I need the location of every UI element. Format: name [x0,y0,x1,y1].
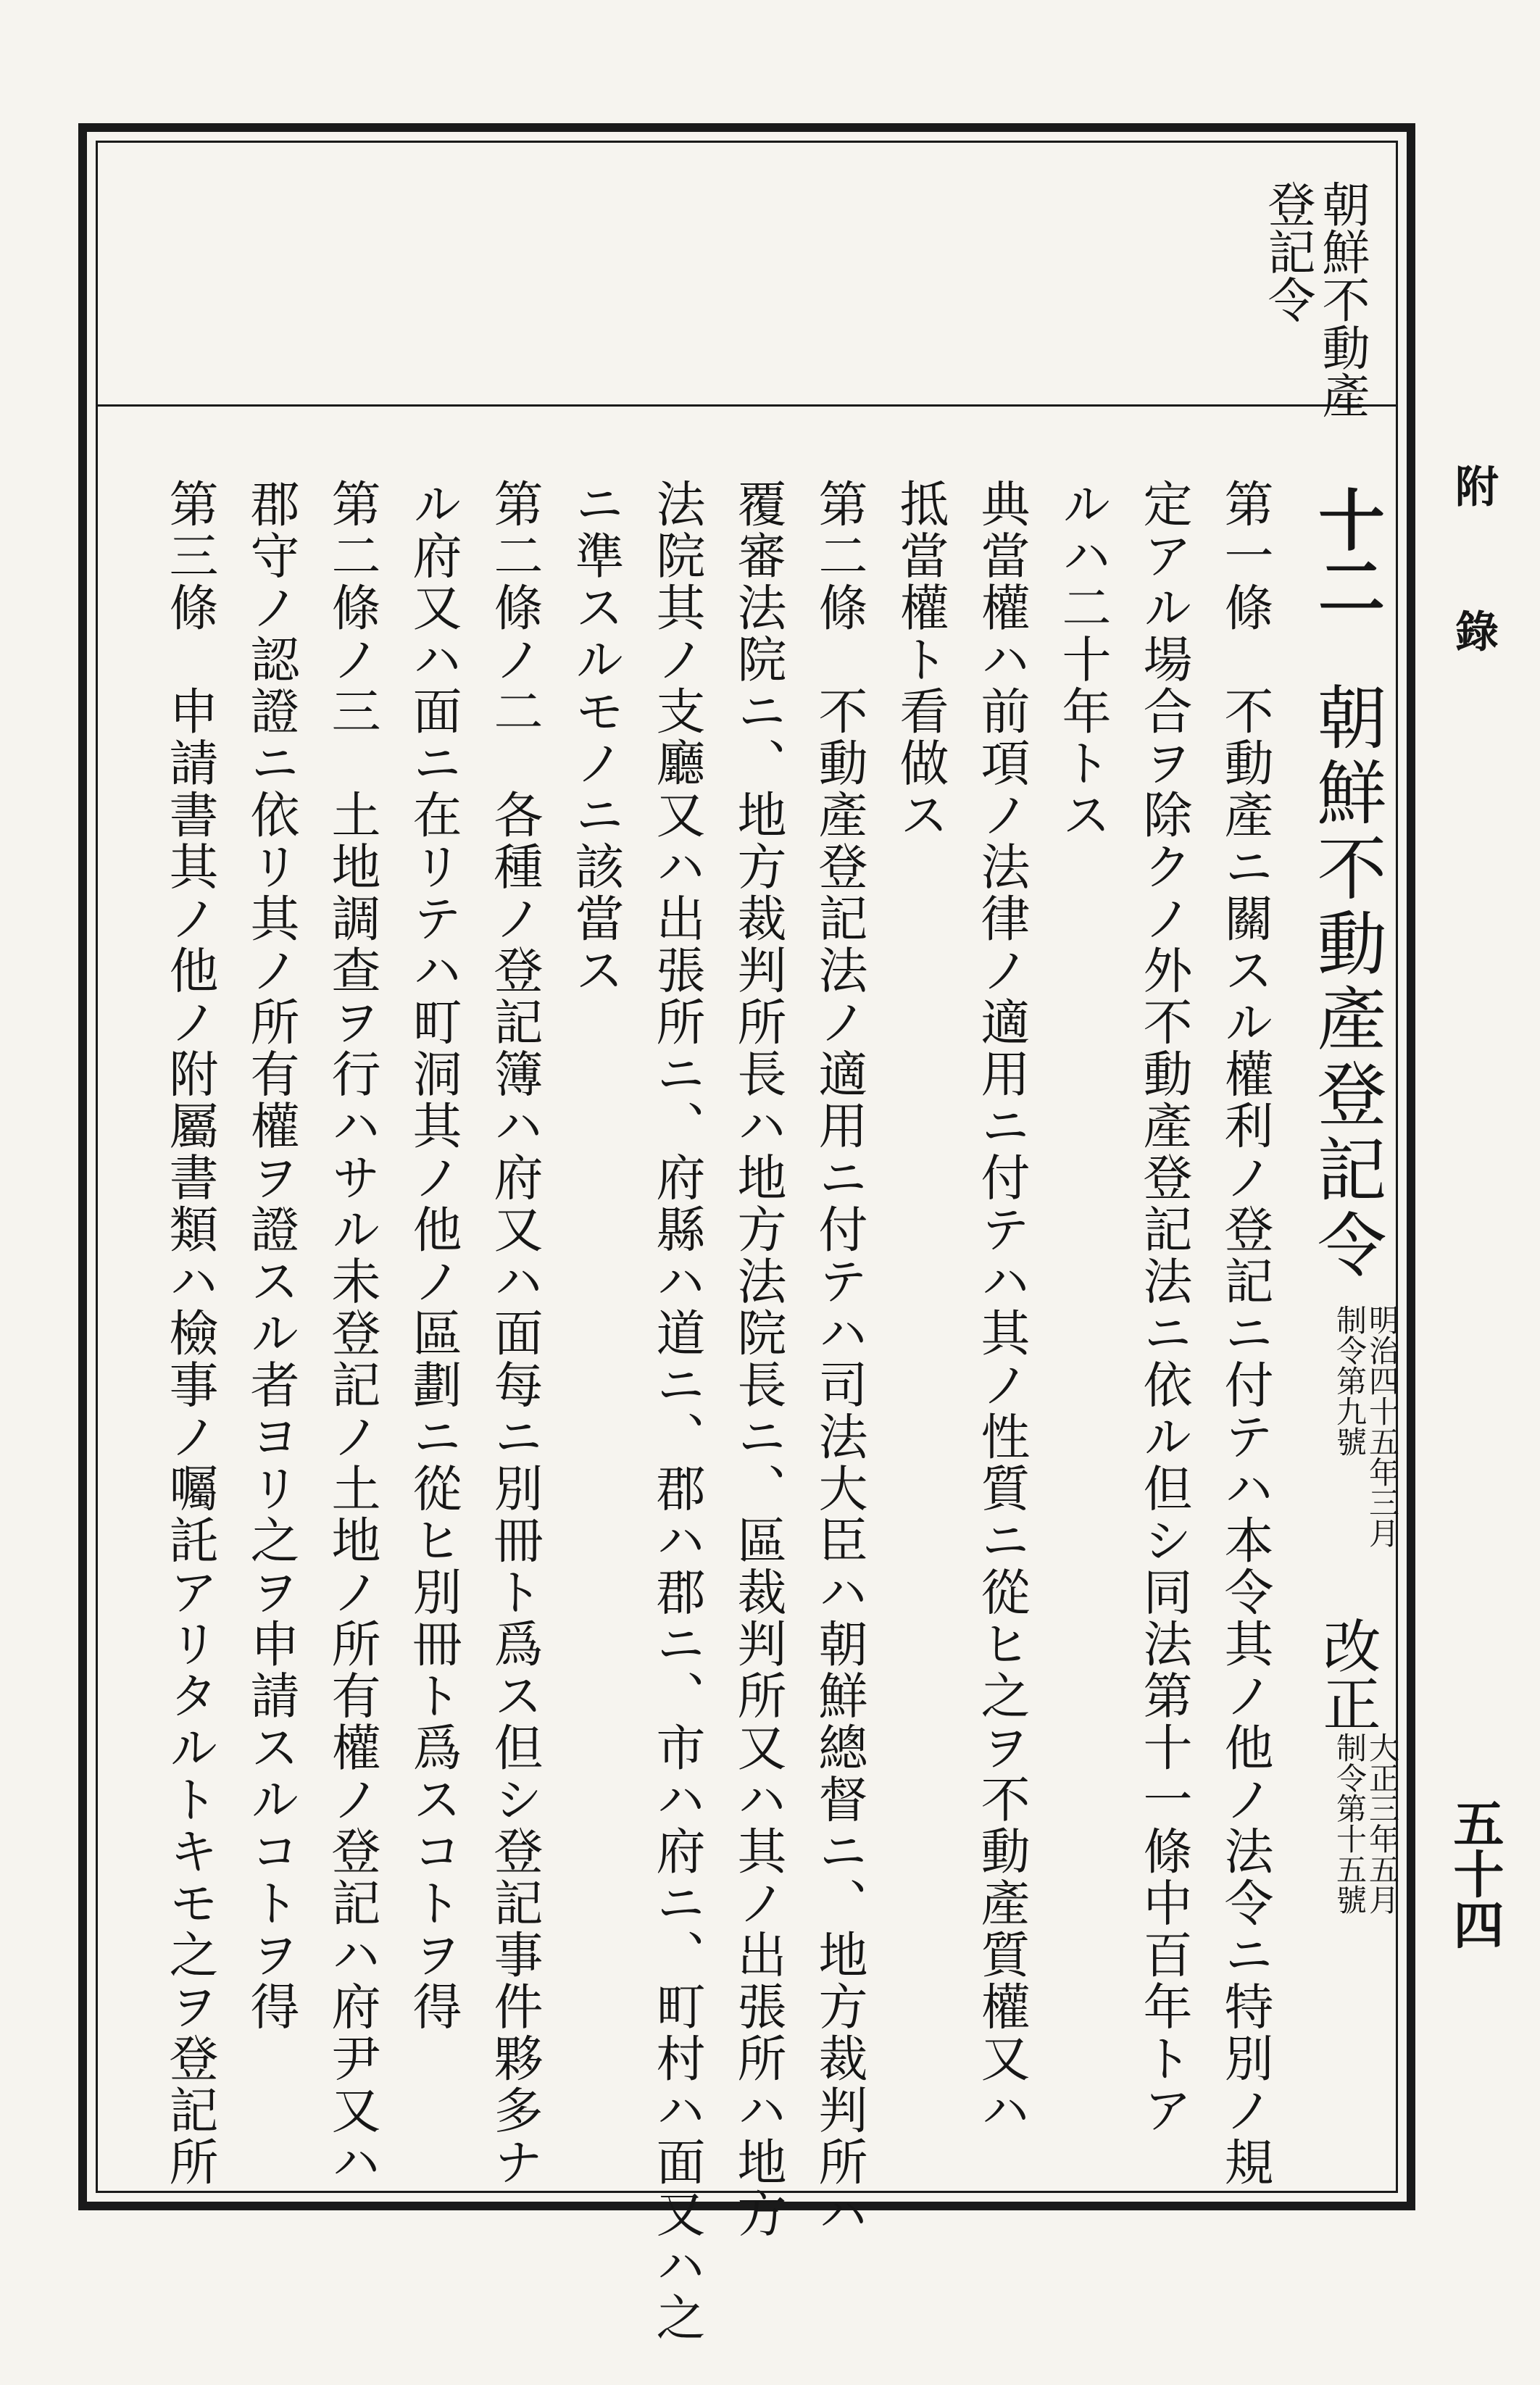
amendment-note-line-2: 制令第十五號 [1332,1732,1368,1915]
enactment-note-line-2: 制令第九號 [1332,1304,1368,1457]
amendment-label: 改正 [1313,1616,1381,1732]
text-column: 第二條ノ三 土地調查ヲ行ハサル未登記ノ土地ノ所有權ノ登記ハ府尹又ハ [323,478,380,2189]
text-column: 法院其ノ支廳又ハ出張所ニ、府縣ハ道ニ、郡ハ郡ニ、市ハ府ニ、町村ハ面又ハ之 [648,478,705,2344]
text-column: ルハ二十年トス [1054,478,1111,841]
text-column: 抵當權ト看做ス [891,478,949,841]
text-column: ニ準スルモノニ該當ス [567,478,624,996]
text-column: 第三條 申請書其ノ他ノ附屬書類ハ檢事ノ囑託アリタルトキモ之ヲ登記所 [161,478,218,2189]
running-header-line-1: 朝鮮不動產 [1314,180,1370,419]
text-column: 第一條 不動產ニ關スル權利ノ登記ニ付テハ本令其ノ他ノ法令ニ特別ノ規 [1216,478,1273,2189]
enactment-note-line-1: 明治四十五年三月 [1365,1304,1400,1548]
text-column: 第二條 不動產登記法ノ適用ニ付テハ司法大臣ハ朝鮮總督ニ、地方裁判所ハ [810,478,867,2240]
section-number: 十二 [1307,486,1386,619]
running-header-line-2: 登記令 [1260,180,1315,323]
text-column: 第二條ノ二 各種ノ登記簿ハ府又ハ面每ニ別冊ト爲ス但シ登記事件夥多ナ [486,478,543,2189]
text-column: 典當權ハ前項ノ法律ノ適用ニ付テハ其ノ性質ニ從ヒ之ヲ不動產質權又ハ [973,478,1030,2136]
text-column: 覆審法院ニ、地方裁判所長ハ地方法院長ニ、區裁判所又ハ其ノ出張所ハ地方 [729,478,786,2240]
text-column: 定アル場合ヲ除クノ外不動產登記法ニ依ル但シ同法第十一條中百年トア [1135,478,1192,2136]
amendment-note-line-1: 大正三年五月 [1365,1732,1400,1915]
header-rule [96,404,1398,407]
text-column: ル府又ハ面ニ在リテハ町洞其ノ他ノ區劃ニ從ヒ別冊ト爲スコトヲ得 [404,478,462,2033]
page-number: 五十四 [1445,1797,1505,1949]
margin-label: 附錄 [1448,464,1499,754]
text-column: 郡守ノ認證ニ依リ其ノ所有權ヲ證スル者ヨリ之ヲ申請スルコトヲ得 [242,478,299,2033]
section-title: 朝鮮不動產登記令 [1306,681,1387,1284]
